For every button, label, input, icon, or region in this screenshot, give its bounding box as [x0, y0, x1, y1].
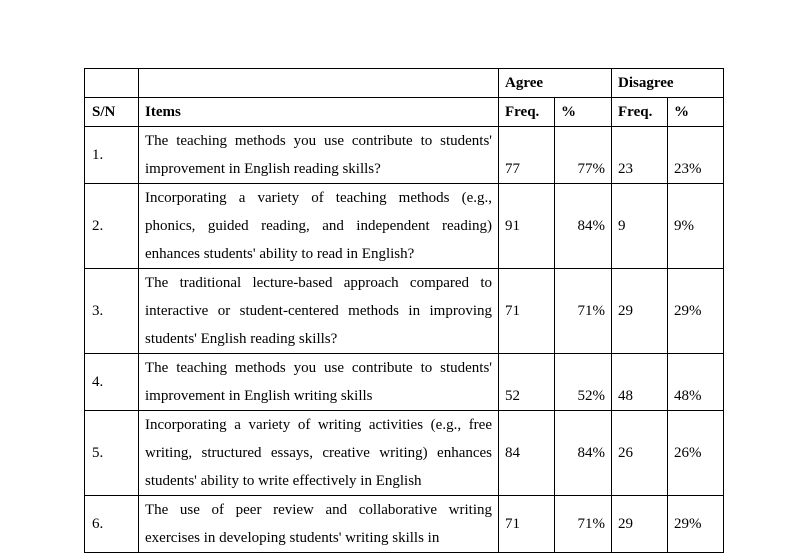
row-item-text: The use of peer review and collaborative writing exercises in developing students' writing skills in [139, 496, 499, 553]
row-disagree-freq: 48 [612, 354, 668, 411]
row-sn: 3. [85, 269, 139, 354]
row-disagree-pct: 26% [668, 411, 724, 496]
row-agree-pct: 71% [555, 269, 612, 354]
row-agree-freq: 84 [499, 411, 555, 496]
row-disagree-freq: 26 [612, 411, 668, 496]
sn-header: S/N [85, 98, 139, 127]
row-agree-freq: 91 [499, 184, 555, 269]
row-disagree-freq: 29 [612, 496, 668, 553]
row-item-text: The teaching methods you use contribute to students' improvement in English reading skills? [139, 127, 499, 184]
row-disagree-pct: 29% [668, 269, 724, 354]
row-item-text: The teaching methods you use contribute to students' improvement in English writing skills [139, 354, 499, 411]
empty-header-cell [139, 69, 499, 98]
disagree-group-header: Disagree [612, 69, 724, 98]
items-header: Items [139, 98, 499, 127]
table-row [85, 496, 724, 553]
row-disagree-pct: 29% [668, 496, 724, 553]
row-agree-pct: 71% [555, 496, 612, 553]
row-sn: 5. [85, 411, 139, 496]
row-agree-freq: 71 [499, 496, 555, 553]
row-disagree-freq: 29 [612, 269, 668, 354]
disagree-freq-header: Freq. [612, 98, 668, 127]
table-row [85, 354, 724, 411]
row-sn: 2. [85, 184, 139, 269]
table-row [85, 269, 724, 354]
row-disagree-pct: 23% [668, 127, 724, 184]
table-row [85, 127, 724, 184]
row-item-text: Incorporating a variety of teaching methods (e.g., phonics, guided reading, and independent reading) enhances students' ability to read in English? [139, 184, 499, 269]
row-agree-freq: 71 [499, 269, 555, 354]
row-sn: 1. [85, 127, 139, 184]
row-item-text: Incorporating a variety of writing activities (e.g., free writing, structured essays, creative writing) enhances students' ability to write effectively in English [139, 411, 499, 496]
row-agree-pct: 84% [555, 184, 612, 269]
row-sn: 4. [85, 354, 139, 411]
row-agree-freq: 52 [499, 354, 555, 411]
agree-freq-header: Freq. [499, 98, 555, 127]
row-agree-pct: 52% [555, 354, 612, 411]
row-disagree-pct: 48% [668, 354, 724, 411]
table-row [85, 184, 724, 269]
row-agree-pct: 77% [555, 127, 612, 184]
empty-header-cell [85, 69, 139, 98]
agree-pct-header: % [555, 98, 612, 127]
column-header-row [85, 98, 724, 127]
group-header-row [85, 69, 724, 98]
agree-group-header: Agree [499, 69, 612, 98]
row-agree-freq: 77 [499, 127, 555, 184]
disagree-pct-header: % [668, 98, 724, 127]
survey-table [84, 68, 724, 553]
row-disagree-freq: 9 [612, 184, 668, 269]
row-agree-pct: 84% [555, 411, 612, 496]
row-sn: 6. [85, 496, 139, 553]
row-disagree-freq: 23 [612, 127, 668, 184]
table-row [85, 411, 724, 496]
row-disagree-pct: 9% [668, 184, 724, 269]
row-item-text: The traditional lecture-based approach compared to interactive or student-centered methods in improving students' English reading skills? [139, 269, 499, 354]
